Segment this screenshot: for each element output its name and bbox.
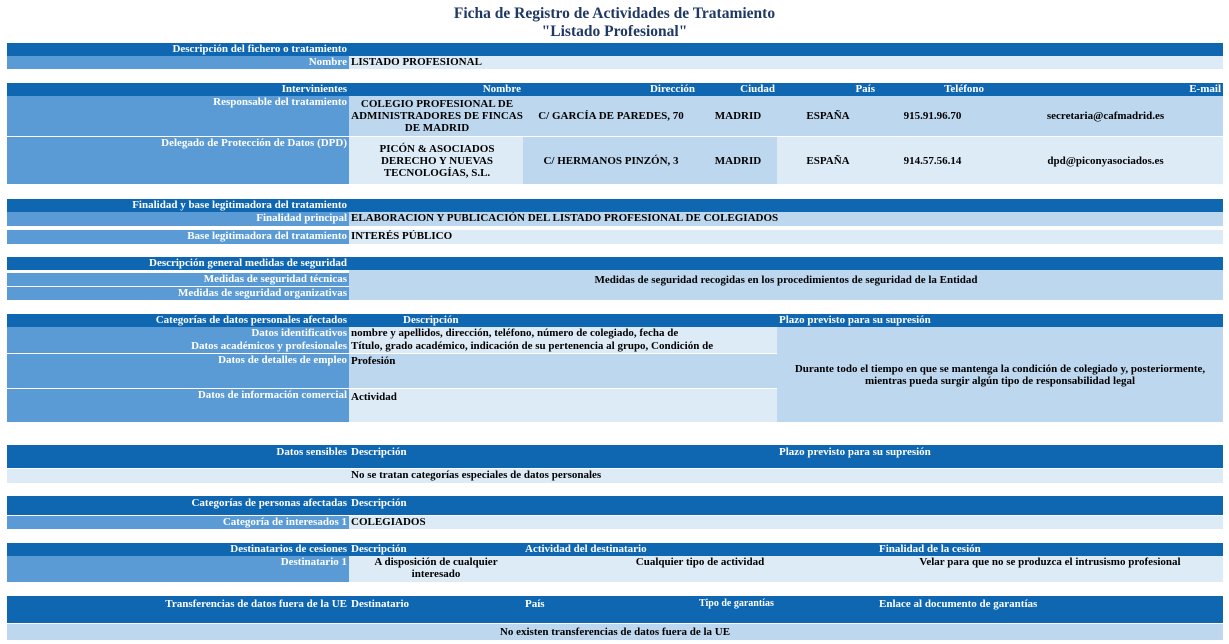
cesiones-heading: Destinatarios de cesiones — [7, 543, 349, 556]
responsable-direccion: C/ GARCÍA DE PAREDES, 70 — [523, 96, 697, 136]
medidas-value: Medidas de seguridad recogidas en los procedimientos de seguridad de la Entidad — [349, 270, 1223, 300]
cesiones-descripcion-header: Descripción — [349, 543, 523, 556]
transferencias-enlace-header: Enlace al documento de garantías — [877, 596, 1223, 623]
cesiones-finalidad-header: Finalidad de la cesión — [877, 543, 1223, 556]
col-email-header: E-mail — [986, 83, 1223, 96]
base-legitimadora-label: Base legitimadora del tratamiento — [7, 230, 349, 244]
sensibles-plazo-header: Plazo previsto para su supresión — [777, 445, 1223, 468]
dpd-label: Delegado de Protección de Datos (DPD) — [7, 137, 349, 184]
destinatario-label: Destinatario 1 — [7, 556, 349, 582]
intervinientes-header: Intervinientes — [7, 83, 349, 96]
transferencias-pais-header: País — [523, 596, 697, 623]
datos-comercial-label: Datos de información comercial — [7, 389, 349, 422]
col-direccion-header: Dirección — [523, 83, 697, 96]
datos-academicos-value: Título, grado académico, indicación de su pertenencia al grupo, Condición de — [349, 340, 777, 353]
col-nombre-header: Nombre — [349, 83, 523, 96]
categoria-interesados-value: COLEGIADOS — [349, 516, 1223, 529]
dpd-nombre: PICÓN & ASOCIADOS DERECHO Y NUEVAS TECNOLOGÍAS, S.L. — [349, 137, 523, 184]
finalidad-principal-value: ELABORACION Y PUBLICACIÓN DEL LISTADO PROFESIONAL DE COLEGIADOS — [349, 212, 1223, 226]
categoria-interesados-label: Categoría de interesados 1 — [7, 516, 349, 529]
categorias-plazo-header: Plazo previsto para su supresión — [777, 314, 1223, 327]
col-telefono-header: Teléfono — [877, 83, 986, 96]
medidas-heading-fill — [349, 257, 1223, 270]
medidas-organizativas-label: Medidas de seguridad organizativas — [7, 287, 349, 300]
finalidad-heading-fill — [349, 199, 1223, 212]
dpd-email[interactable]: dpd@piconyasociados.es — [986, 137, 1223, 184]
personas-descripcion-header: Descripción — [349, 496, 1223, 515]
transferencias-garantias-header: Tipo de garantías — [697, 596, 877, 623]
datos-sensibles-label: Datos sensibles — [7, 445, 349, 468]
datos-identificativos-label: Datos identificativos — [7, 327, 349, 340]
plazo-supresion-value: Durante todo el tiempo en que se mantenga la condición de colegiado y, posteriormente, mientras pueda surgir algún tipo de responsabilidad legal — [777, 327, 1223, 422]
destinatario-descripcion: A disposición de cualquier interesado — [349, 556, 523, 582]
fichero-heading: Descripción del fichero o tratamiento — [7, 43, 349, 56]
responsable-ciudad: MADRID — [697, 96, 777, 136]
transferencias-heading: Transferencias de datos fuera de la UE — [7, 596, 349, 623]
responsable-nombre: COLEGIO PROFESIONAL DE ADMINISTRADORES DE FINCAS DE MADRID — [349, 96, 523, 136]
dpd-direccion: C/ HERMANOS PINZÓN, 3 — [523, 137, 697, 184]
responsable-pais: ESPAÑA — [777, 96, 877, 136]
personas-heading: Categorías de personas afectadas — [7, 496, 349, 515]
transferencias-destinatario-header: Destinatario — [349, 596, 523, 623]
sensibles-value: No se tratan categorías especiales de datos personales — [349, 469, 1223, 483]
datos-empleo-value: Profesión — [349, 354, 777, 388]
transferencias-value: No existen transferencias de datos fuera de la UE — [7, 624, 1223, 640]
nombre-label: Nombre — [7, 56, 349, 69]
finalidad-principal-label: Finalidad principal — [7, 212, 349, 226]
responsable-email[interactable]: secretaria@cafmadrid.es — [986, 96, 1223, 136]
dpd-telefono: 914.57.56.14 — [877, 137, 986, 184]
responsable-telefono: 915.91.96.70 — [877, 96, 986, 136]
sensibles-blank — [7, 469, 349, 483]
categorias-datos-heading: Categorías de datos personales afectados — [7, 314, 349, 327]
finalidad-heading: Finalidad y base legitimadora del tratamiento — [7, 199, 349, 212]
page-title: Ficha de Registro de Actividades de Tratamiento — [453, 5, 776, 22]
medidas-heading: Descripción general medidas de seguridad — [7, 257, 349, 270]
fichero-heading-fill — [349, 43, 1223, 56]
col-pais-header: País — [777, 83, 877, 96]
dpd-pais: ESPAÑA — [777, 137, 877, 184]
datos-academicos-label: Datos académicos y profesionales — [7, 340, 349, 353]
medidas-tecnicas-label: Medidas de seguridad técnicas — [7, 273, 349, 286]
dpd-ciudad: MADRID — [697, 137, 777, 184]
datos-comercial-value: Actividad — [349, 389, 777, 422]
destinatario-actividad: Cualquier tipo de actividad — [523, 556, 877, 582]
responsable-label: Responsable del tratamiento — [7, 96, 349, 136]
page-subtitle: "Listado Profesional" — [541, 23, 688, 40]
cesiones-actividad-header: Actividad del destinatario — [523, 543, 877, 556]
datos-identificativos-value: nombre y apellidos, dirección, teléfono, número de colegiado, fecha de — [349, 327, 777, 340]
nombre-value: LISTADO PROFESIONAL — [349, 56, 1223, 69]
destinatario-finalidad: Velar para que no se produzca el intrusismo profesional — [877, 556, 1223, 582]
col-ciudad-header: Ciudad — [697, 83, 777, 96]
categorias-descripcion-header: Descripción — [349, 314, 777, 327]
sensibles-descripcion-header: Descripción — [349, 445, 777, 468]
datos-empleo-label: Datos de detalles de empleo — [7, 354, 349, 388]
base-legitimadora-value: INTERÉS PÚBLICO — [349, 230, 1223, 244]
